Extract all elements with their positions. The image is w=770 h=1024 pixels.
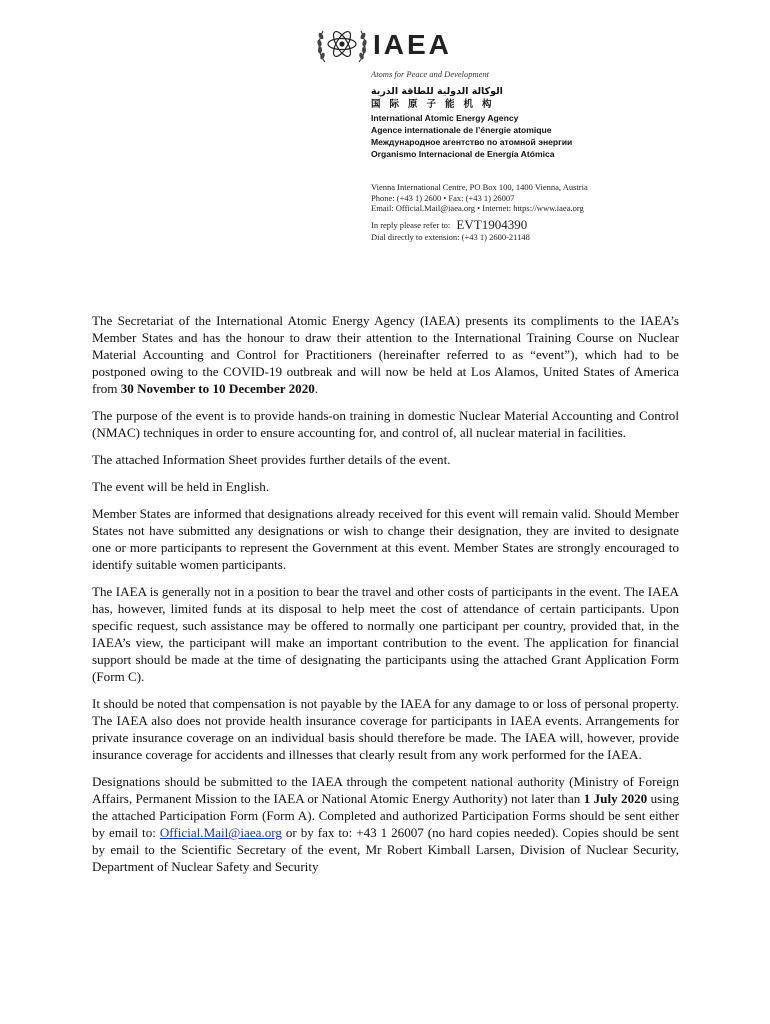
- org-names-multilingual: [371, 85, 671, 160]
- paragraph-info-sheet: The attached Information Sheet provides further details of the event.: [92, 452, 451, 467]
- phone-fax: Phone: (+43 1) 2600 • Fax: (+43 1) 26007: [371, 192, 515, 203]
- org-name-english: International Atomic Energy Agency: [371, 113, 519, 123]
- org-name-french: Agence internationale de l’énergie atomique: [371, 125, 552, 135]
- official-mail-link[interactable]: Official.Mail@iaea.org: [159, 825, 282, 840]
- paragraph-purpose: The purpose of the event is to provide hands-on training in domestic Nuclear Material Accounting and Control (NMAC) techniques in order to ensure accounting for, and control of, all nuclear material in facilities.: [92, 408, 679, 440]
- org-name-spanish: Organismo Internacional de Energía Atómica: [371, 149, 555, 159]
- paragraph-submission: Designations should be submitted to the IAEA through the competent national authority (Ministry of Foreign Affairs, Permanent Mission to the IAEA or National Atomic Energy Authority) not later than 1 July 2020 using the attached Participation Form (Form A). Completed and authorized Participation Forms should be sent either by email to: Official.Mail@iaea.org or by fax to: +43 1 26007 (no hard copies needed). Copies should be sent by email to the Scientific Secretary of the event, Mr Robert Kimball Larsen, Division of Nuclear Security, Department of Nuclear Safety and Security: [92, 774, 679, 874]
- dial-extension: Dial directly to extension: (+43 1) 2600-21148: [371, 232, 530, 242]
- address: Vienna International Centre, PO Box 100, 1400 Vienna, Austria: [371, 182, 588, 192]
- org-acronym: IAEA: [373, 29, 452, 60]
- contact-block: [371, 182, 588, 214]
- reference-block: [371, 219, 530, 243]
- org-name-russian: Международное агентство по атомной энергии: [371, 137, 573, 147]
- paragraph-funding: The IAEA is generally not in a position to bear the travel and other costs of participants in the event. The IAEA has, however, limited funds at its disposal to help meet the cost of attendance of certain participants. Upon specific request, such assistance may be offered to normally one participant per country, provided that, in the IAEA’s view, the participant will make an important contribution to the event. The application for financial support should be made at the time of designating the participants using the attached Grant Application Form (Form C).: [92, 584, 679, 684]
- atom-olive-wreath-icon: [315, 22, 369, 68]
- org-name-chinese: 国际原子能机构: [371, 99, 501, 110]
- paragraph-language: The event will be held in English.: [92, 479, 270, 494]
- paragraph-designations: Member States are informed that designations already received for this event will remain valid. Should Member States not have submitted any designations or wish to change their designation, they are invited to designate one or more participants to represent the Government at this event. Member States are strongly encouraged to identify suitable women participants.: [92, 506, 679, 572]
- reference-number: EVT1904390: [456, 217, 528, 232]
- letter-body: [92, 312, 679, 885]
- paragraph-insurance: It should be noted that compensation is not payable by the IAEA for any damage to or loss of personal property. The IAEA also does not provide health insurance coverage for participants in IAEA events. Arrangements for private insurance coverage on an individual basis should therefore be made. The IAEA will, however, provide insurance coverage for accidents and illnesses that clearly result from any work performed for the IAEA.: [92, 696, 679, 762]
- org-name-arabic: الوكالة الدولية للطاقة الذرية: [371, 86, 503, 97]
- paragraph-intro: The Secretariat of the International Atomic Energy Agency (IAEA) presents its compliments to the IAEA’s Member States and has the honour to draw their attention to the International Training Course on Nuclear Material Accounting and Control for Practitioners (hereinafter referred to as “event”), which had to be postponed owing to the COVID-19 outbreak and will now be held at Los Alamos, United States of America from 30 November to 10 December 2020.: [92, 313, 679, 396]
- email-web: Email: Official.Mail@iaea.org • Internet: https://www.iaea.org: [371, 203, 584, 213]
- deadline-date: 1 July 2020: [583, 791, 648, 806]
- reply-label: In reply please refer to:: [371, 220, 451, 230]
- event-dates: 30 November to 10 December 2020: [120, 381, 315, 396]
- tagline: Atoms for Peace and Development: [371, 69, 490, 79]
- iaea-logo: [315, 22, 475, 68]
